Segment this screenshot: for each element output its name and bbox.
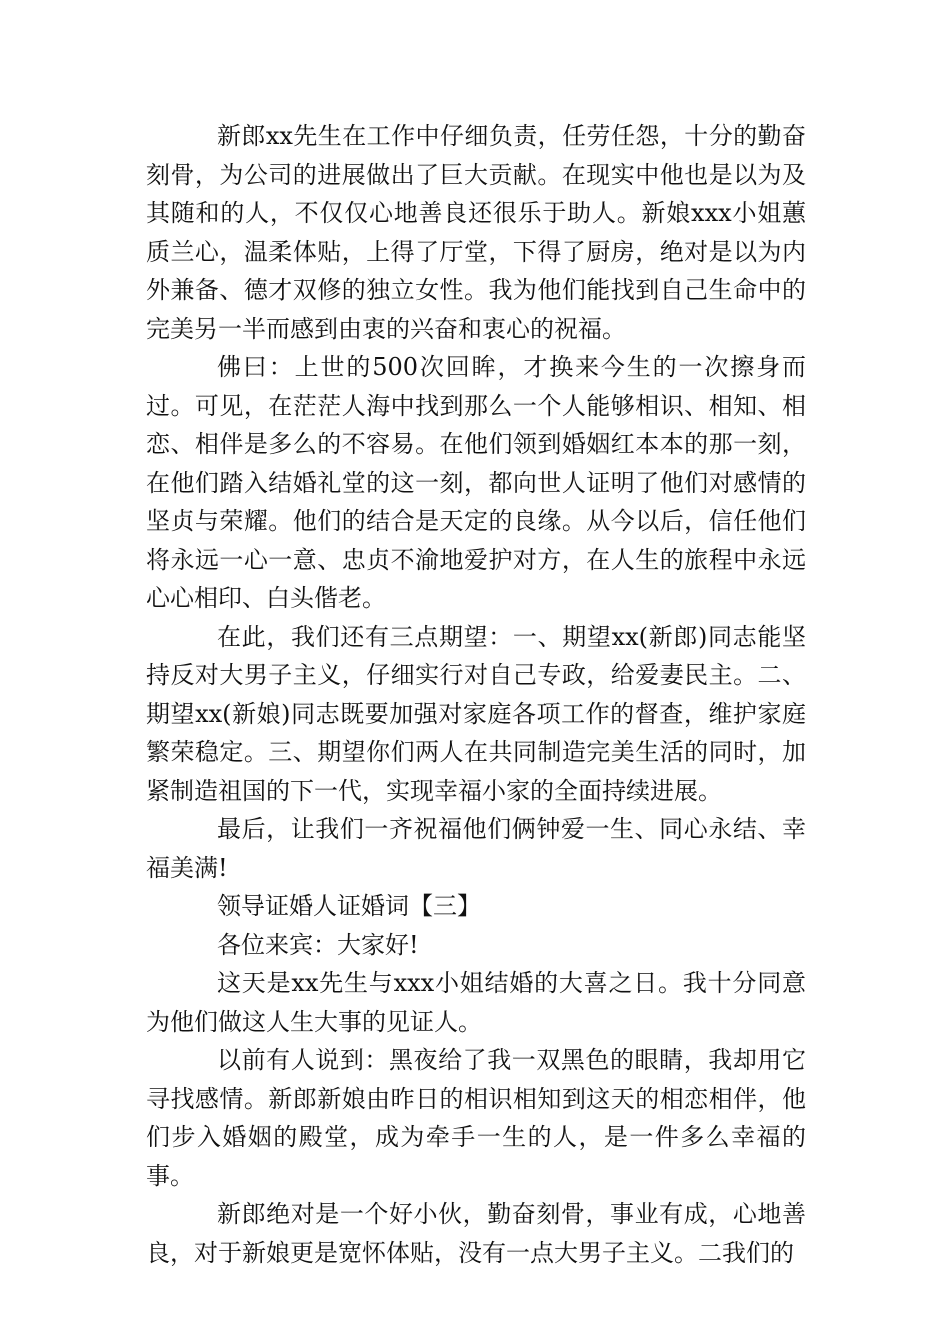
paragraph-three-hopes: 在此，我们还有三点期望：一、期望xx(新郎)同志能坚持反对大男子主义，仔细实行对自己专政，给爱妻民主。二、期望xx(新娘)同志既要加强对家庭各项工作的督查，维护家庭繁荣稳定。三、期望你们两人在共同制造完美生活的同时，加紧制造祖国的下一代，实现幸福小家的全面持续进展。 bbox=[146, 622, 806, 805]
paragraph-groom-praise: 新郎xx先生在工作中仔细负责，任劳任怨，十分的勤奋刻骨，为公司的进展做出了巨大贡献。在现实中他也是以为及其随和的人，不仅仅心地善良还很乐于助人。新娘xxx小姐蕙质兰心，温柔体贴，上得了厅堂，下得了厨房，绝对是以为内外兼备、德才双修的独立女性。我为他们能找到自己生命中的完美另一半而感到由衷的兴奋和衷心的祝福。 bbox=[146, 122, 806, 343]
paragraph-groom-character: 新郎绝对是一个好小伙，勤奋刻骨，事业有成，心地善良，对于新娘更是宽怀体贴，没有一点大男子主义。二我们的 bbox=[146, 1200, 806, 1267]
paragraph-wedding-day: 这天是xx先生与xxx小姐结婚的大喜之日。我十分同意为他们做这人生大事的见证人。 bbox=[146, 969, 806, 1036]
paragraph-final-blessing: 最后，让我们一齐祝福他们俩钟爱一生、同心永结、幸福美满! bbox=[146, 815, 806, 882]
document-page bbox=[146, 117, 806, 1272]
paragraph-buddha-quote: 佛曰：上世的500次回眸，才换来今生的一次擦身而过。可见，在茫茫人海中找到那么一个人能够相识、相知、相恋、相伴是多么的不容易。在他们领到婚姻红本本的那一刻，在他们踏入结婚礼堂的这一刻，都向世人证明了他们对感情的坚贞与荣耀。他们的结合是天定的良缘。从今以后，信任他们将永远一心一意、忠贞不渝地爱护对方，在人生的旅程中永远心心相印、白头偕老。 bbox=[146, 353, 806, 612]
section-heading: 领导证婚人证婚词【三】 bbox=[217, 892, 481, 920]
paragraph-quote-love: 以前有人说到：黑夜给了我一双黑色的眼睛，我却用它寻找感情。新郎新娘由昨日的相识相知到这天的相恋相伴，他们步入婚姻的殿堂，成为牵手一生的人，是一件多么幸福的事。 bbox=[146, 1046, 806, 1190]
paragraph-greeting: 各位来宾：大家好! bbox=[217, 930, 419, 959]
